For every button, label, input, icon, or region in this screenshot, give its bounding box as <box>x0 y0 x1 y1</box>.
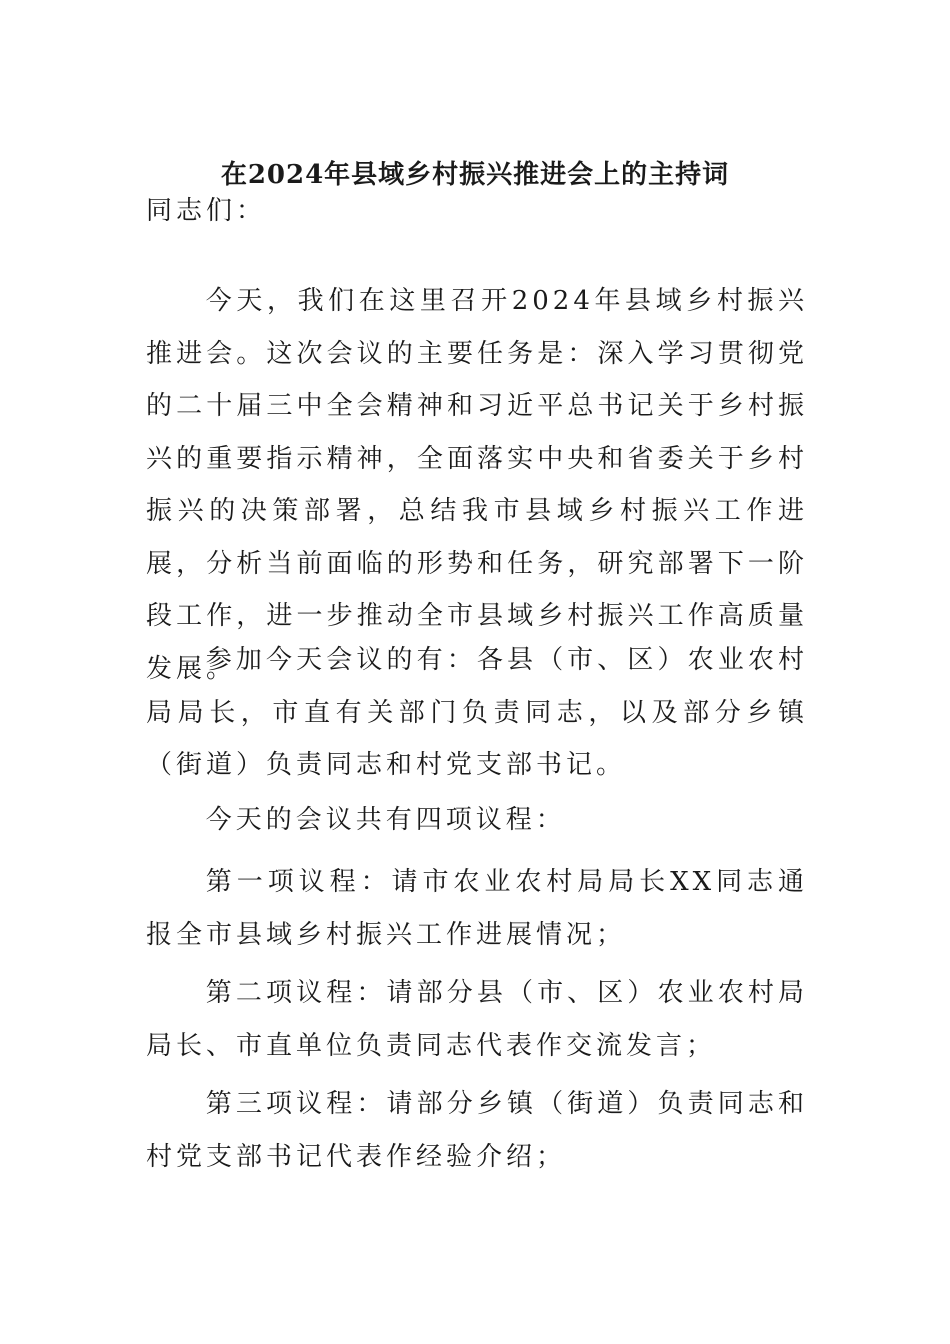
document-title: 在2024年县域乡村振兴推进会上的主持词 <box>220 160 730 190</box>
paragraph-agenda-intro: 今天的会议共有四项议程： <box>205 805 566 835</box>
paragraph-attendees: 参加今天会议的有：各县（市、区）农业农村局局长，市直有关部门负责同志，以及部分乡镇（街道）负责同志和村党支部书记。 <box>146 645 808 780</box>
salutation: 同志们： <box>146 196 267 226</box>
agenda-item-1: 第一项议程：请市农业农村局局长XX同志通报全市县域乡村振兴工作进展情况； <box>146 867 808 950</box>
agenda-item-2: 第二项议程：请部分县（市、区）农业农村局局长、市直单位负责同志代表作交流发言； <box>146 978 808 1061</box>
agenda-item-3: 第三项议程：请部分乡镇（街道）负责同志和村党支部书记代表作经验介绍； <box>146 1089 808 1172</box>
paragraph-opening: 今天，我们在这里召开2024年县域乡村振兴推进会。这次会议的主要任务是：深入学习贯彻党的二十届三中全会精神和习近平总书记关于乡村振兴的重要指示精神，全面落实中央和省委关于乡村振兴的决策部署，总结我市县域乡村振兴工作进展，分析当前面临的形势和任务，研究部署下一阶段工作，进一步推动全市县域乡村振兴工作高质量发展。 <box>146 286 808 684</box>
